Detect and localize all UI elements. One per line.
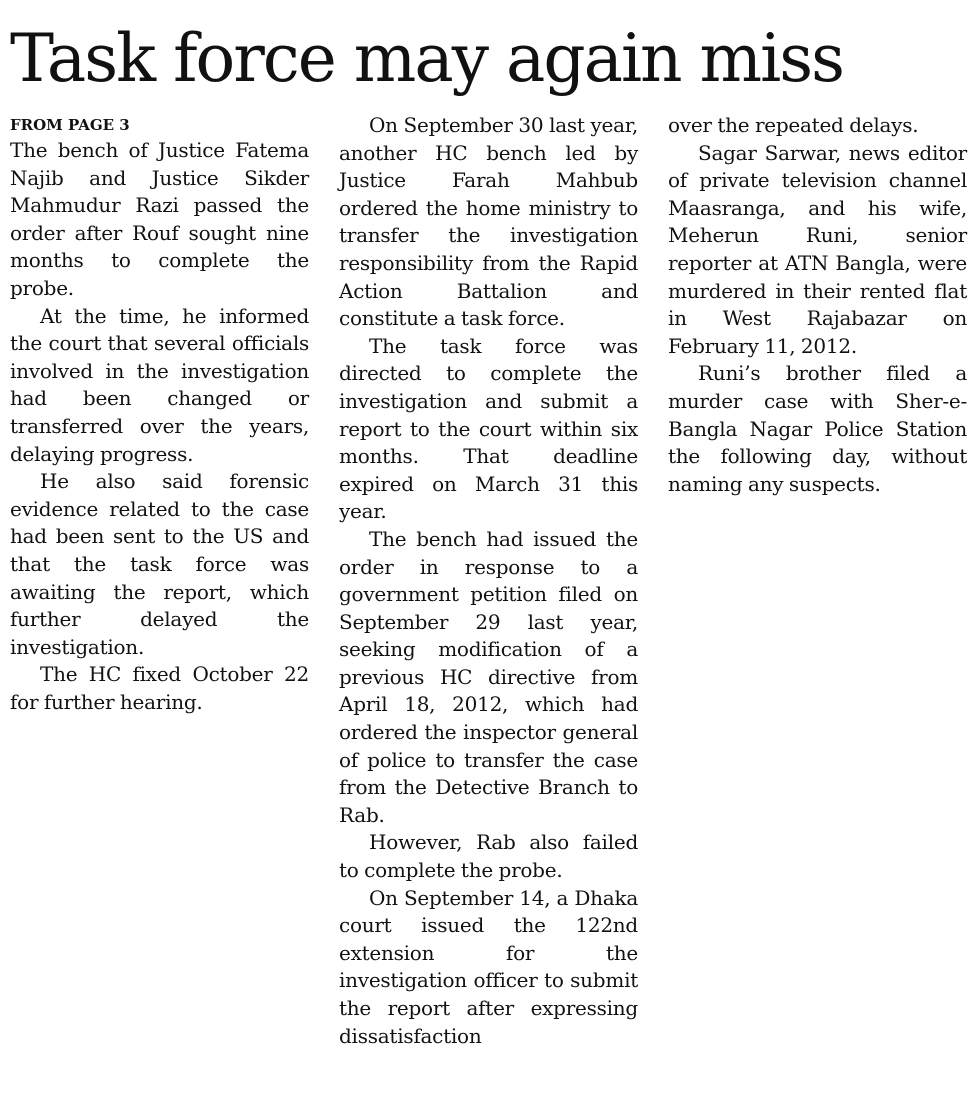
kicker-from-page: FROM PAGE 3: [10, 116, 130, 134]
paragraph: However, Rab also failed to complete the probe.: [339, 830, 638, 883]
paragraph: He also said forensic evidence related to the case had been sent to the US and that the task force was awaiting the report, which further delayed the investigation.: [10, 469, 309, 659]
paragraph: The bench of Justice Fatema Najib and Justice Sikder Mahmudur Razi passed the order after Rouf sought nine months to complete the probe.: [10, 138, 309, 300]
paragraph: The task force was directed to complete the investigation and submit a report to the court within six months. That deadline expired on March 31 this year.: [339, 333, 638, 524]
paragraph: The bench had issued the order in response to a government petition filed on September 29 last year, seeking modification of a previous HC directive from April 18, 2012, which had ordered the inspector general of police to transfer the case from the Detective Branch to Rab.: [339, 526, 638, 827]
paragraph: over the repeated delays.: [668, 113, 919, 137]
paragraph: On September 14, a Dhaka court issued the 122nd extension for the investigation officer to submit the report after expressing dissatisfaction: [339, 885, 638, 1048]
column-1: [10, 112, 309, 716]
paragraph: The HC fixed October 22 for further hearing.: [10, 662, 309, 714]
paragraph: At the time, he informed the court that several officials involved in the investigation had been changed or transferred over the years, delaying progress.: [10, 303, 309, 466]
headline: Task force may again miss: [10, 20, 843, 97]
paragraph: Sagar Sarwar, news editor of private television channel Maasranga, and his wife, Meherun Runi, senior reporter at ATN Bangla, were murdered in their rented flat in West Rajabazar on February 11, 2012.: [668, 140, 967, 358]
paragraph: Runi’s brother filed a murder case with Sher-e-Bangla Nagar Police Station the following day, without naming any suspects.: [668, 361, 967, 496]
column-3: [668, 112, 967, 498]
column-2: [339, 112, 638, 1050]
paragraph: On September 30 last year, another HC bench led by Justice Farah Mahbub ordered the home ministry to transfer the investigation responsibility from the Rapid Action Battalion and constitute a task force.: [339, 113, 638, 331]
